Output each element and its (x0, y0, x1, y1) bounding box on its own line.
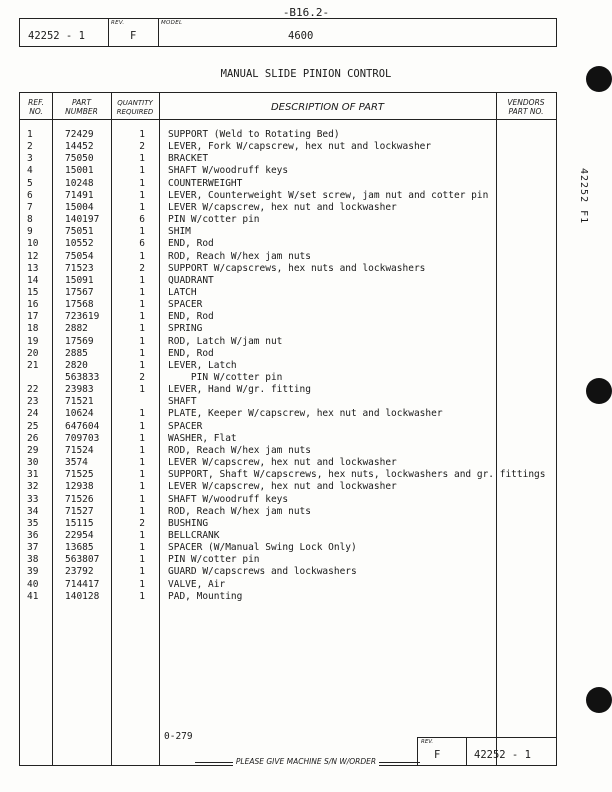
row-ref-no: 23 (27, 396, 39, 408)
row-quantity: 1 (139, 153, 145, 165)
header-box (19, 18, 557, 47)
row-quantity: 1 (139, 274, 145, 286)
row-ref-no: 10 (27, 238, 39, 250)
col-header-part-line2: NUMBER (65, 106, 98, 116)
row-quantity: 1 (139, 505, 145, 517)
row-ref-no: 2 (27, 141, 33, 153)
row-description: PLATE, Keeper W/capscrew, hex nut and lockwasher (168, 408, 443, 420)
punch-hole (586, 687, 612, 713)
footer-code: 0-279 (164, 731, 193, 742)
row-part-number: 563833 (65, 372, 100, 383)
row-description: LEVER, Latch (168, 359, 237, 371)
row-quantity: 1 (139, 347, 145, 359)
column-divider (159, 93, 160, 765)
row-quantity: 1 (139, 189, 145, 201)
header-divider (158, 19, 159, 46)
row-description: VALVE, Air (168, 578, 226, 590)
row-ref-no: 15 (27, 286, 39, 298)
footer-note-text: PLEASE GIVE MACHINE S/N W/ORDER (233, 757, 379, 766)
col-header-qty-line2: REQUIRED (116, 107, 154, 116)
row-quantity: 1 (139, 542, 145, 554)
row-quantity: 1 (139, 481, 145, 493)
row-quantity: 6 (139, 238, 145, 250)
row-part-number: 23792 (65, 566, 94, 578)
row-part-number: 71524 (65, 444, 94, 456)
header-rev-value: F (130, 30, 137, 42)
row-description: SPRING (168, 323, 203, 335)
row-part-number: 17568 (65, 299, 94, 311)
row-part-number: 15004 (65, 201, 94, 213)
row-ref-no: 25 (27, 420, 39, 432)
header-rev-label: REV. (111, 20, 125, 26)
row-part-number: 71491 (65, 189, 94, 201)
row-ref-no: 41 (27, 590, 39, 602)
header-part-number: 42252 - 1 (28, 30, 85, 42)
row-part-number: 140197 (65, 214, 100, 226)
row-ref-no: 19 (27, 335, 39, 347)
row-ref-no: 29 (27, 444, 39, 456)
row-description: LEVER, Counterweight W/set screw, jam nut and cotter pin (168, 189, 489, 201)
row-ref-no: 8 (27, 214, 33, 226)
row-ref-no: 16 (27, 299, 39, 311)
col-header-ref-line1: REF. (28, 98, 44, 107)
col-header-qty (111, 99, 159, 116)
row-quantity: 1 (139, 129, 145, 140)
side-mark: 42252 F1 (578, 168, 589, 225)
row-part-number: 563807 (65, 554, 100, 566)
row-part-number: 709703 (65, 432, 100, 444)
row-description: ROD, Reach W/hex jam nuts (168, 444, 311, 456)
row-part-number: 2820 (65, 359, 88, 371)
row-quantity: 2 (139, 372, 145, 383)
row-quantity: 1 (139, 335, 145, 347)
row-description: QUADRANT (168, 274, 214, 286)
row-quantity: 1 (139, 469, 145, 481)
col-header-vendor-line2: PART NO. (508, 106, 544, 116)
row-quantity: 1 (139, 408, 145, 420)
header-model-value: 4600 (288, 30, 314, 42)
row-quantity: 1 (139, 566, 145, 578)
row-part-number: 72429 (65, 129, 94, 140)
row-description: SUPPORT W/capscrews, hex nuts and lockwashers (168, 262, 426, 274)
col-header-qty-line1: QUANTITY (117, 99, 153, 107)
row-part-number: 71523 (65, 262, 94, 274)
row-description: WASHER, Flat (168, 432, 237, 444)
row-ref-no: 21 (27, 359, 39, 371)
row-description: LEVER W/capscrew, hex nut and lockwasher (168, 201, 397, 213)
row-quantity: 1 (139, 384, 145, 396)
row-description: BRACKET (168, 153, 209, 165)
section-title: MANUAL SLIDE PINION CONTROL (220, 68, 392, 80)
row-part-number: 22954 (65, 529, 94, 541)
row-quantity: 1 (139, 165, 145, 177)
row-ref-no: 30 (27, 457, 39, 469)
row-description: LATCH (168, 286, 197, 298)
row-quantity: 1 (139, 432, 145, 444)
punch-hole (586, 378, 612, 404)
row-quantity: 2 (139, 141, 145, 153)
row-part-number: 71525 (65, 469, 94, 481)
row-part-number: 17569 (65, 335, 94, 347)
row-ref-no: 35 (27, 517, 39, 529)
row-ref-no: 26 (27, 432, 39, 444)
row-quantity: 1 (139, 457, 145, 469)
row-description: BELLCRANK (168, 529, 220, 541)
row-part-number: 15115 (65, 517, 94, 529)
row-quantity: 1 (139, 578, 145, 590)
col-header-vendor-line1: VENDORS (507, 98, 545, 107)
row-part-number: 71526 (65, 493, 94, 505)
row-ref-no: 36 (27, 529, 39, 541)
row-part-number: 723619 (65, 311, 100, 323)
row-quantity: 1 (139, 177, 145, 189)
row-part-number: 140128 (65, 590, 100, 602)
row-description: END, Rod (168, 238, 214, 250)
row-quantity: 1 (139, 420, 145, 432)
row-part-number: 71521 (65, 396, 94, 408)
row-description: SHAFT (168, 396, 197, 408)
row-ref-no: 40 (27, 578, 39, 590)
row-quantity: 1 (139, 299, 145, 311)
row-ref-no: 1 (27, 129, 33, 140)
row-description: SHAFT W/woodruff keys (168, 493, 289, 505)
header-rule (20, 119, 556, 120)
row-description: ROD, Reach W/hex jam nuts (168, 505, 311, 517)
row-description: SPACER (168, 420, 203, 432)
row-quantity: 1 (139, 554, 145, 566)
col-header-ref (20, 99, 52, 116)
row-part-number: 2882 (65, 323, 88, 335)
row-part-number: 75050 (65, 153, 94, 165)
row-description: END, Rod (168, 311, 214, 323)
row-description: GUARD W/capscrews and lockwashers (168, 566, 357, 578)
row-quantity: 1 (139, 250, 145, 262)
row-quantity: 1 (139, 201, 145, 213)
row-quantity: 1 (139, 359, 145, 371)
row-quantity: 6 (139, 214, 145, 226)
row-ref-no: 4 (27, 165, 33, 177)
row-description: COUNTERWEIGHT (168, 177, 243, 189)
row-part-number: 12938 (65, 481, 94, 493)
row-quantity: 1 (139, 493, 145, 505)
row-ref-no: 14 (27, 274, 39, 286)
row-description: LEVER W/capscrew, hex nut and lockwasher (168, 481, 397, 493)
row-description: ROD, Reach W/hex jam nuts (168, 250, 311, 262)
row-description: PIN W/cotter pin (168, 554, 260, 566)
row-part-number: 10248 (65, 177, 94, 189)
row-description: SUPPORT, Shaft W/capscrews, hex nuts, lockwashers and gr. fittings (168, 469, 546, 481)
row-ref-no: 34 (27, 505, 39, 517)
col-header-description: DESCRIPTION OF PART (270, 102, 385, 113)
row-part-number: 10624 (65, 408, 94, 420)
footer-part-number: 42252 - 1 (474, 749, 531, 761)
row-part-number: 75051 (65, 226, 94, 238)
row-description: LEVER, Hand W/gr. fitting (168, 384, 311, 396)
header-divider (108, 19, 109, 46)
column-divider (496, 93, 497, 765)
row-part-number: 2885 (65, 347, 88, 359)
column-divider (52, 93, 53, 765)
row-part-number: 647604 (65, 420, 100, 432)
row-ref-no: 37 (27, 542, 39, 554)
row-ref-no: 33 (27, 493, 39, 505)
header-model-label: MODEL (161, 20, 183, 26)
row-quantity: 1 (139, 311, 145, 323)
punch-hole (586, 66, 612, 92)
row-description: PIN W/cotter pin (168, 214, 260, 226)
row-ref-no: 9 (27, 226, 33, 238)
row-ref-no: 6 (27, 189, 33, 201)
row-ref-no: 39 (27, 566, 39, 578)
row-part-number: 10552 (65, 238, 94, 250)
row-quantity: 1 (139, 444, 145, 456)
row-part-number: 15001 (65, 165, 94, 177)
row-ref-no: 18 (27, 323, 39, 335)
row-ref-no: 38 (27, 554, 39, 566)
row-quantity: 2 (139, 517, 145, 529)
row-quantity: 1 (139, 529, 145, 541)
footer-rev-value: F (434, 749, 441, 761)
row-ref-no: 3 (27, 153, 33, 165)
footer-note (0, 757, 612, 766)
row-description: ROD, Latch W/jam nut (168, 335, 283, 347)
row-description: BUSHING (168, 517, 209, 529)
page-number: -B16.2- (282, 6, 330, 19)
row-description: SHIM (168, 226, 191, 238)
row-description: SHAFT W/woodruff keys (168, 165, 289, 177)
row-ref-no: 20 (27, 347, 39, 359)
row-ref-no: 24 (27, 408, 39, 420)
row-part-number: 3574 (65, 457, 88, 469)
col-header-part (52, 99, 111, 116)
row-part-number: 75054 (65, 250, 94, 262)
row-quantity: 1 (139, 590, 145, 602)
row-ref-no: 22 (27, 384, 39, 396)
row-part-number: 13685 (65, 542, 94, 554)
parts-table (19, 92, 557, 766)
row-description: PAD, Mounting (168, 590, 243, 602)
row-ref-no: 12 (27, 250, 39, 262)
row-part-number: 15091 (65, 274, 94, 286)
row-description: END, Rod (168, 347, 214, 359)
row-part-number: 14452 (65, 141, 94, 153)
row-ref-no: 17 (27, 311, 39, 323)
row-quantity: 1 (139, 323, 145, 335)
row-ref-no: 5 (27, 177, 33, 189)
row-description: LEVER, Fork W/capscrew, hex nut and lockwasher (168, 141, 432, 153)
row-part-number: 71527 (65, 505, 94, 517)
row-ref-no: 31 (27, 469, 39, 481)
row-part-number: 714417 (65, 578, 100, 590)
row-quantity: 1 (139, 286, 145, 298)
row-description: PIN W/cotter pin (168, 372, 283, 383)
row-ref-no: 13 (27, 262, 39, 274)
footer-rev-label: REV. (421, 739, 434, 745)
row-quantity: 2 (139, 262, 145, 274)
row-description: SPACER (W/Manual Swing Lock Only) (168, 542, 357, 554)
row-quantity: 1 (139, 226, 145, 238)
row-ref-no: 7 (27, 201, 33, 213)
row-description: SUPPORT (Weld to Rotating Bed) (168, 129, 340, 140)
row-ref-no: 32 (27, 481, 39, 493)
row-description: SPACER (168, 299, 203, 311)
col-header-ref-line2: NO. (29, 106, 43, 116)
row-description: LEVER W/capscrew, hex nut and lockwasher (168, 457, 397, 469)
row-part-number: 23983 (65, 384, 94, 396)
row-part-number: 17567 (65, 286, 94, 298)
column-divider (111, 93, 112, 765)
col-header-part-line1: PART (71, 98, 92, 107)
col-header-vendor (496, 99, 556, 116)
